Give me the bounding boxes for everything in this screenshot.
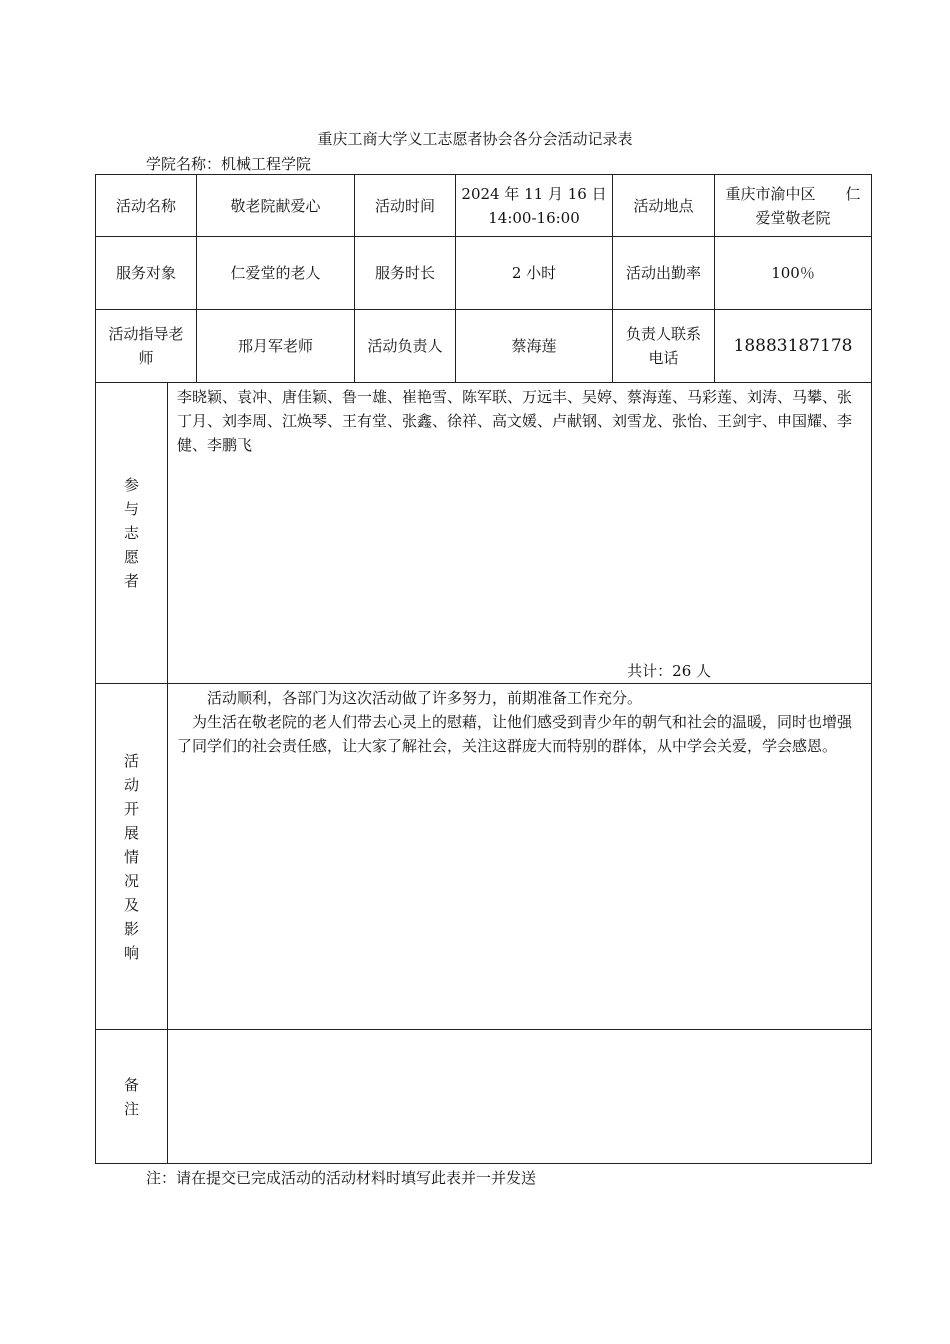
- activity-name-value: 敬老院献爱心: [197, 175, 355, 237]
- advisor-label-line1: 活动指导老: [108, 325, 184, 343]
- leader-value: 蔡海莲: [456, 310, 613, 383]
- leader-phone-value: 18883187178: [715, 310, 872, 383]
- activity-time-label: 活动时间: [355, 175, 456, 237]
- activity-place-value: [715, 175, 872, 237]
- activity-name-label: 活动名称: [96, 175, 197, 237]
- activity-impact-label-char: 展: [123, 823, 139, 842]
- advisor-value: 邢月军老师: [197, 310, 355, 383]
- leader-phone-label-line2: 电话: [648, 349, 679, 367]
- activity-date: 2024 年 11 月 16 日: [461, 184, 607, 203]
- row-contact-info: [96, 310, 872, 383]
- footnote: 注：请在提交已完成活动的活动材料时填写此表并一并发送: [146, 1169, 537, 1187]
- volunteers-label-char: 与: [123, 500, 139, 518]
- activity-place-line1: 重庆市渝中区 仁: [725, 184, 861, 203]
- form-title: 重庆工商大学义工志愿者协会各分会活动记录表: [317, 130, 633, 148]
- row-service-info: [96, 237, 872, 310]
- service-target-label: 服务对象: [96, 237, 197, 310]
- activity-impact-label-char: 响: [123, 943, 139, 962]
- row-volunteers: [96, 383, 872, 684]
- advisor-label: [96, 310, 197, 383]
- service-target-value: 仁爱堂的老人: [197, 237, 355, 310]
- volunteers-label-char: 参: [123, 476, 139, 494]
- volunteers-label-char: 志: [123, 524, 139, 542]
- activity-impact-label-char: 影: [123, 919, 139, 938]
- activity-impact-content: [168, 684, 872, 1030]
- activity-place-line2: 爱堂敬老院: [755, 208, 831, 227]
- activity-time-value: [456, 175, 613, 237]
- volunteers-label: [96, 383, 168, 684]
- activity-impact-label: [96, 684, 168, 1030]
- service-duration-value: 2 小时: [456, 237, 613, 310]
- remarks-label: [96, 1030, 168, 1164]
- leader-phone-label-line1: 负责人联系: [626, 325, 702, 343]
- activity-paragraph-2: 为生活在敬老院的老人们带去心灵上的慰藉，让他们感受到青少年的朝气和社会的温暖，同时也增强了同学们的社会责任感，让大家了解社会，关注这群庞大而特别的群体，从中学会关爱，学会感恩。: [177, 713, 853, 755]
- attendance-label: 活动出勤率: [613, 237, 715, 310]
- volunteers-content: [168, 383, 872, 684]
- remarks-label-char: 备: [123, 1075, 139, 1094]
- activity-impact-label-char: 动: [123, 775, 139, 794]
- activity-impact-label-char: 及: [123, 895, 139, 914]
- college-name: 学院名称：机械工程学院: [146, 155, 312, 173]
- volunteers-label-char: 愿: [123, 548, 139, 566]
- remarks-content: [168, 1030, 872, 1164]
- remarks-label-char: 注: [123, 1099, 139, 1118]
- service-duration-label: 服务时长: [355, 237, 456, 310]
- row-activity-impact: [96, 684, 872, 1030]
- activity-record-table: [95, 174, 872, 1164]
- volunteers-list: 李晓颖、袁冲、唐佳颖、鲁一雄、崔艳雪、陈军联、万远丰、吴婷、蔡海莲、马彩莲、刘涛、马攀、张丁月、刘李周、江焕琴、王有堂、张鑫、徐祥、高文媛、卢献钢、刘雪龙、张怡、王剑宇、申国耀、李健、李鹏飞: [177, 388, 853, 454]
- activity-place-label: 活动地点: [613, 175, 715, 237]
- row-activity-info: [96, 175, 872, 237]
- activity-impact-label-char: 情: [123, 847, 139, 866]
- activity-hours: 14:00-16:00: [488, 208, 580, 227]
- advisor-label-line2: 师: [138, 349, 154, 367]
- leader-label: 活动负责人: [355, 310, 456, 383]
- activity-paragraph-1: 活动顺利，各部门为这次活动做了许多努力，前期准备工作充分。: [207, 689, 643, 707]
- activity-impact-label-char: 况: [123, 871, 139, 890]
- activity-impact-label-char: 活: [123, 751, 139, 770]
- attendance-value: 100％: [715, 237, 872, 310]
- volunteers-label-char: 者: [123, 572, 139, 590]
- leader-phone-label: [613, 310, 715, 383]
- activity-impact-label-char: 开: [123, 799, 139, 818]
- volunteers-total: 共计：26 人: [627, 662, 712, 680]
- row-remarks: [96, 1030, 872, 1164]
